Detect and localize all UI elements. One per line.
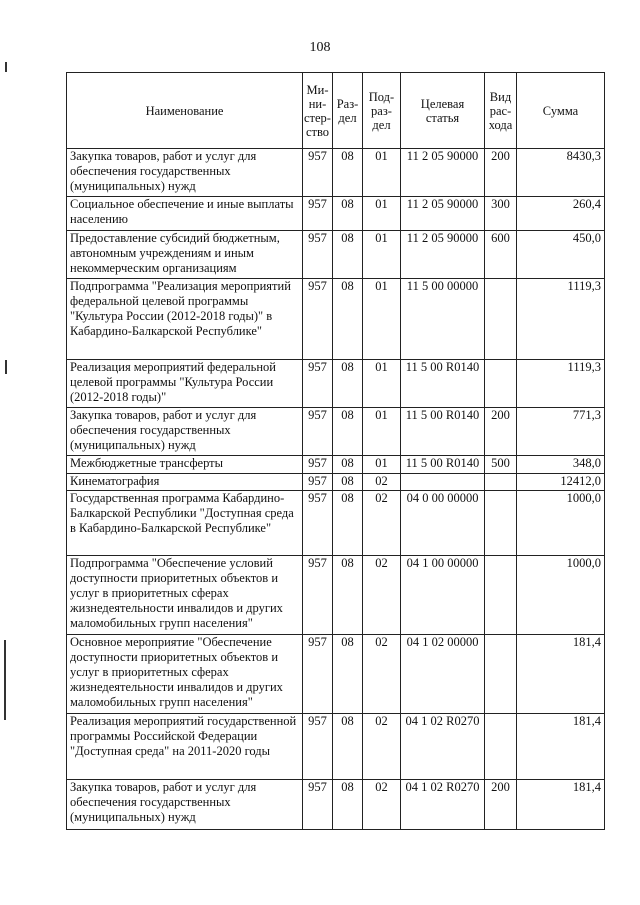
row-subsection: 02 bbox=[363, 556, 401, 635]
header-target-item: Целевая статья bbox=[401, 73, 485, 149]
row-expense-type bbox=[485, 360, 517, 408]
row-ministry: 957 bbox=[303, 231, 333, 279]
row-subsection: 02 bbox=[363, 474, 401, 491]
row-section: 08 bbox=[333, 474, 363, 491]
row-expense-type: 200 bbox=[485, 408, 517, 456]
row-ministry: 957 bbox=[303, 197, 333, 231]
header-section: Раз- дел bbox=[333, 73, 363, 149]
row-subsection: 02 bbox=[363, 635, 401, 714]
row-amount: 771,3 bbox=[517, 408, 605, 456]
row-ministry: 957 bbox=[303, 780, 333, 830]
row-amount: 348,0 bbox=[517, 456, 605, 474]
table-row bbox=[67, 635, 605, 714]
row-section: 08 bbox=[333, 279, 363, 360]
table-row bbox=[67, 714, 605, 780]
row-expense-type: 200 bbox=[485, 780, 517, 830]
row-target-item: 04 0 00 00000 bbox=[401, 491, 485, 556]
row-expense-type bbox=[485, 635, 517, 714]
row-amount: 1119,3 bbox=[517, 360, 605, 408]
budget-table bbox=[66, 72, 605, 830]
row-section: 08 bbox=[333, 456, 363, 474]
row-name: Подпрограмма "Обеспечение условий доступности приоритетных объектов и услуг в приоритетных сферах жизнедеятельности инвалидов и других маломобильных групп населения" bbox=[67, 556, 303, 635]
row-section: 08 bbox=[333, 360, 363, 408]
row-name: Основное мероприятие "Обеспечение доступности приоритетных объектов и услуг в приоритетных сферах жизнедеятельности инвалидов и других маломобильных групп населения" bbox=[67, 635, 303, 714]
table-row bbox=[67, 231, 605, 279]
row-name: Реализация мероприятий государственной программы Российской Федерации "Доступная среда" на 2011-2020 годы bbox=[67, 714, 303, 780]
row-target-item: 11 5 00 R0140 bbox=[401, 408, 485, 456]
row-ministry: 957 bbox=[303, 714, 333, 780]
table-row bbox=[67, 149, 605, 197]
table-row bbox=[67, 491, 605, 556]
table-row bbox=[67, 197, 605, 231]
row-subsection: 01 bbox=[363, 279, 401, 360]
row-expense-type: 600 bbox=[485, 231, 517, 279]
table-row bbox=[67, 474, 605, 491]
row-target-item: 11 5 00 R0140 bbox=[401, 360, 485, 408]
row-name: Реализация мероприятий федеральной целевой программы "Культура России (2012-2018 годы)" bbox=[67, 360, 303, 408]
scan-edge-mark bbox=[5, 62, 7, 72]
row-name: Предоставление субсидий бюджетным, автономным учреждениям и иным некоммерческим организациям bbox=[67, 231, 303, 279]
row-ministry: 957 bbox=[303, 149, 333, 197]
table-row bbox=[67, 408, 605, 456]
page-number: 108 bbox=[309, 40, 331, 55]
table-header-row bbox=[67, 73, 605, 149]
header-ministry: Ми- ни- стер- ство bbox=[303, 73, 333, 149]
row-target-item: 04 1 00 00000 bbox=[401, 556, 485, 635]
header-subsection: Под- раз- дел bbox=[363, 73, 401, 149]
scan-edge-mark bbox=[5, 360, 7, 374]
header-name: Наименование bbox=[67, 73, 303, 149]
row-subsection: 01 bbox=[363, 456, 401, 474]
row-expense-type: 300 bbox=[485, 197, 517, 231]
row-subsection: 01 bbox=[363, 231, 401, 279]
row-subsection: 01 bbox=[363, 408, 401, 456]
row-target-item: 04 1 02 00000 bbox=[401, 635, 485, 714]
row-name: Подпрограмма "Реализация мероприятий федеральной целевой программы "Культура России (2012-2018 годы)" в Кабардино-Балкарской Республике" bbox=[67, 279, 303, 360]
row-subsection: 02 bbox=[363, 714, 401, 780]
row-name: Кинематография bbox=[67, 474, 303, 491]
row-subsection: 01 bbox=[363, 360, 401, 408]
row-expense-type bbox=[485, 279, 517, 360]
row-name: Государственная программа Кабардино-Балкарской Республики "Доступная среда в Кабардино-Балкарской Республике" bbox=[67, 491, 303, 556]
row-ministry: 957 bbox=[303, 635, 333, 714]
row-subsection: 01 bbox=[363, 197, 401, 231]
row-section: 08 bbox=[333, 556, 363, 635]
row-amount: 181,4 bbox=[517, 780, 605, 830]
row-name: Закупка товаров, работ и услуг для обеспечения государственных (муниципальных) нужд bbox=[67, 780, 303, 830]
row-expense-type: 500 bbox=[485, 456, 517, 474]
row-expense-type bbox=[485, 556, 517, 635]
table-row bbox=[67, 279, 605, 360]
row-target-item: 11 5 00 R0140 bbox=[401, 456, 485, 474]
row-section: 08 bbox=[333, 491, 363, 556]
row-section: 08 bbox=[333, 197, 363, 231]
scan-edge-mark bbox=[4, 640, 6, 720]
row-target-item: 11 2 05 90000 bbox=[401, 197, 485, 231]
row-section: 08 bbox=[333, 149, 363, 197]
row-ministry: 957 bbox=[303, 456, 333, 474]
row-ministry: 957 bbox=[303, 556, 333, 635]
row-amount: 12412,0 bbox=[517, 474, 605, 491]
row-amount: 181,4 bbox=[517, 714, 605, 780]
row-amount: 181,4 bbox=[517, 635, 605, 714]
row-target-item: 04 1 02 R0270 bbox=[401, 714, 485, 780]
row-ministry: 957 bbox=[303, 360, 333, 408]
row-amount: 8430,3 bbox=[517, 149, 605, 197]
row-section: 08 bbox=[333, 780, 363, 830]
row-target-item: 11 2 05 90000 bbox=[401, 149, 485, 197]
row-amount: 450,0 bbox=[517, 231, 605, 279]
row-ministry: 957 bbox=[303, 279, 333, 360]
header-expense-type: Вид рас- хода bbox=[485, 73, 517, 149]
row-subsection: 02 bbox=[363, 491, 401, 556]
row-expense-type bbox=[485, 714, 517, 780]
row-target-item bbox=[401, 474, 485, 491]
row-section: 08 bbox=[333, 714, 363, 780]
table-row bbox=[67, 780, 605, 830]
row-section: 08 bbox=[333, 635, 363, 714]
row-amount: 1000,0 bbox=[517, 556, 605, 635]
row-section: 08 bbox=[333, 231, 363, 279]
row-target-item: 11 5 00 00000 bbox=[401, 279, 485, 360]
row-amount: 1119,3 bbox=[517, 279, 605, 360]
row-target-item: 04 1 02 R0270 bbox=[401, 780, 485, 830]
row-name: Закупка товаров, работ и услуг для обеспечения государственных (муниципальных) нужд bbox=[67, 149, 303, 197]
row-amount: 1000,0 bbox=[517, 491, 605, 556]
table-row bbox=[67, 556, 605, 635]
header-amount: Сумма bbox=[517, 73, 605, 149]
row-expense-type bbox=[485, 491, 517, 556]
row-name: Межбюджетные трансферты bbox=[67, 456, 303, 474]
row-amount: 260,4 bbox=[517, 197, 605, 231]
row-expense-type bbox=[485, 474, 517, 491]
row-subsection: 01 bbox=[363, 149, 401, 197]
row-name: Закупка товаров, работ и услуг для обеспечения государственных (муниципальных) нужд bbox=[67, 408, 303, 456]
row-name: Социальное обеспечение и иные выплаты населению bbox=[67, 197, 303, 231]
row-ministry: 957 bbox=[303, 474, 333, 491]
row-expense-type: 200 bbox=[485, 149, 517, 197]
table-row bbox=[67, 360, 605, 408]
row-section: 08 bbox=[333, 408, 363, 456]
row-target-item: 11 2 05 90000 bbox=[401, 231, 485, 279]
table-row bbox=[67, 456, 605, 474]
row-ministry: 957 bbox=[303, 408, 333, 456]
row-ministry: 957 bbox=[303, 491, 333, 556]
row-subsection: 02 bbox=[363, 780, 401, 830]
